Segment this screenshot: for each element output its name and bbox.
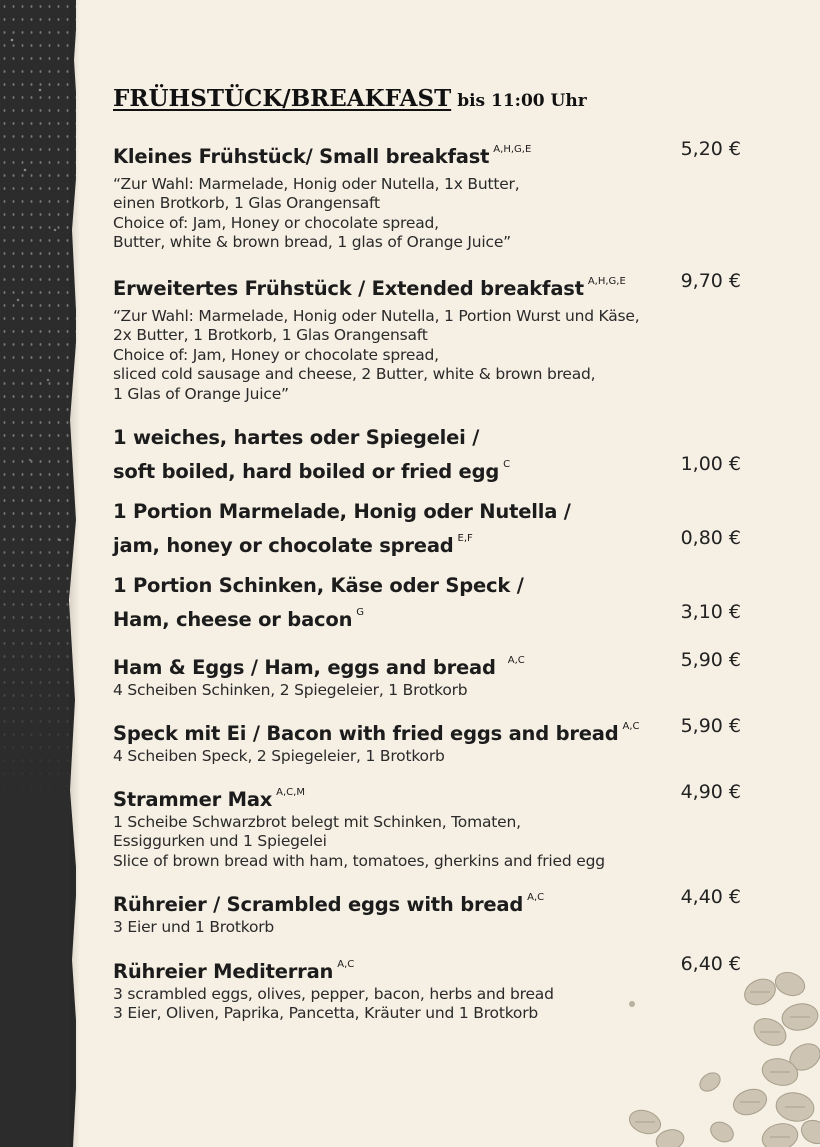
item-price: 0,80 € — [680, 527, 741, 549]
title-main: FRÜHSTÜCK/BREAKFAST — [113, 85, 452, 112]
item-price: 9,70 € — [680, 270, 741, 292]
item-price: 5,90 € — [680, 715, 741, 737]
allergen-codes: A,C — [507, 655, 525, 666]
allergen-codes: A,H,G,E — [493, 144, 532, 155]
allergen-codes: A,C — [527, 892, 545, 903]
item-name: Strammer Max $^{A,C,M}$ — [113, 787, 305, 811]
menu-item-small-breakfast — [113, 136, 741, 253]
menu-title — [113, 76, 587, 114]
item-description: 4 Scheiben Speck, 2 Spiegeleier, 1 Brotkorb — [113, 747, 445, 765]
item-price: 5,20 € — [680, 138, 741, 160]
item-price: 5,90 € — [680, 649, 741, 671]
allergen-codes: A,H,G,E — [587, 276, 626, 287]
item-name: 1 Portion Marmelade, Honig oder Nutella / jam, honey or chocolate spread $^{E,F}$ — [113, 500, 571, 557]
allergen-codes: A,C — [337, 959, 355, 970]
menu-item-scrambled-eggs — [113, 884, 741, 937]
item-description: “Zur Wahl: Marmelade, Honig oder Nutella, 1x Butter, einen Brotkorb, 1 Glas Orangensaft Choice of: Jam, Honey or chocolate spread, Butter, white & brown bread, 1 glas of Orange Juice” — [113, 175, 520, 252]
menu-item-bacon-and-eggs — [113, 713, 741, 766]
menu-item-strammer-max — [113, 779, 741, 871]
item-name: 1 Portion Schinken, Käse oder Speck / Ham, cheese or bacon $^G$ — [113, 574, 524, 631]
title-hours: bis 11:00 Uhr — [457, 91, 587, 111]
item-price: 6,40 € — [680, 953, 741, 975]
allergen-codes: C — [503, 459, 511, 470]
item-name: Rührеier / Scrambled eggs with bread $^{A,C}$ — [113, 892, 545, 916]
item-price: 4,40 € — [680, 886, 741, 908]
item-description: 3 scrambled eggs, olives, pepper, bacon, herbs and bread 3 Eier, Oliven, Paprika, Pancetta, Kräuter und 1 Brotkorb — [113, 985, 554, 1023]
allergen-codes: A,C — [622, 721, 640, 732]
item-price: 4,90 € — [680, 781, 741, 803]
item-description: 1 Scheibe Schwarzbrot belegt mit Schinken, Tomaten, Essiggurken und 1 Spiegelei Slice of brown bread with ham, tomatoes, gherkins and fried egg — [113, 813, 605, 870]
item-name: Kleines Frühstück/ Small breakfast $^{A,H,G,E}$ — [113, 144, 532, 168]
allergen-codes: E,F — [457, 533, 473, 544]
menu-item-ham-cheese-bacon — [113, 572, 741, 633]
menu-item-ham-and-eggs — [113, 647, 741, 700]
item-name: Ham & Eggs / Ham, eggs and bread $^{A,C}$ — [113, 655, 525, 679]
item-name: Rührеier Mediterran $^{A,C}$ — [113, 959, 355, 983]
allergen-codes: G — [356, 607, 365, 618]
menu-item-extended-breakfast — [113, 268, 741, 404]
item-description: “Zur Wahl: Marmelade, Honig oder Nutella, 1 Portion Wurst und Käse, 2x Butter, 1 Brotkorb, 1 Glas Orangensaft Choice of: Jam, Honey or chocolate spread, sliced cold sausage and cheese, 2 Butter, white & brown bread, 1 Glas of Orange Juice” — [113, 307, 640, 403]
item-description: 3 Eier und 1 Brotkorb — [113, 918, 275, 936]
menu-item-egg — [113, 424, 741, 485]
menu-item-jam-honey-spread — [113, 498, 741, 559]
leaf-decoration-icon — [610, 972, 820, 1147]
item-description: 4 Scheiben Schinken, 2 Spiegeleier, 1 Brotkorb — [113, 681, 468, 699]
item-price: 3,10 € — [680, 601, 741, 623]
allergen-codes: A,C,M — [276, 787, 305, 798]
item-name: 1 weiches, hartes oder Spiegelei / soft boiled, hard boiled or fried egg $^C$ — [113, 426, 511, 483]
item-name: Speck mit Ei / Bacon with fried eggs and bread $^{A,C}$ — [113, 721, 640, 745]
item-name: Erweitertes Frühstück / Extended breakfast $^{A,H,G,E}$ — [113, 276, 626, 300]
item-price: 1,00 € — [680, 453, 741, 475]
